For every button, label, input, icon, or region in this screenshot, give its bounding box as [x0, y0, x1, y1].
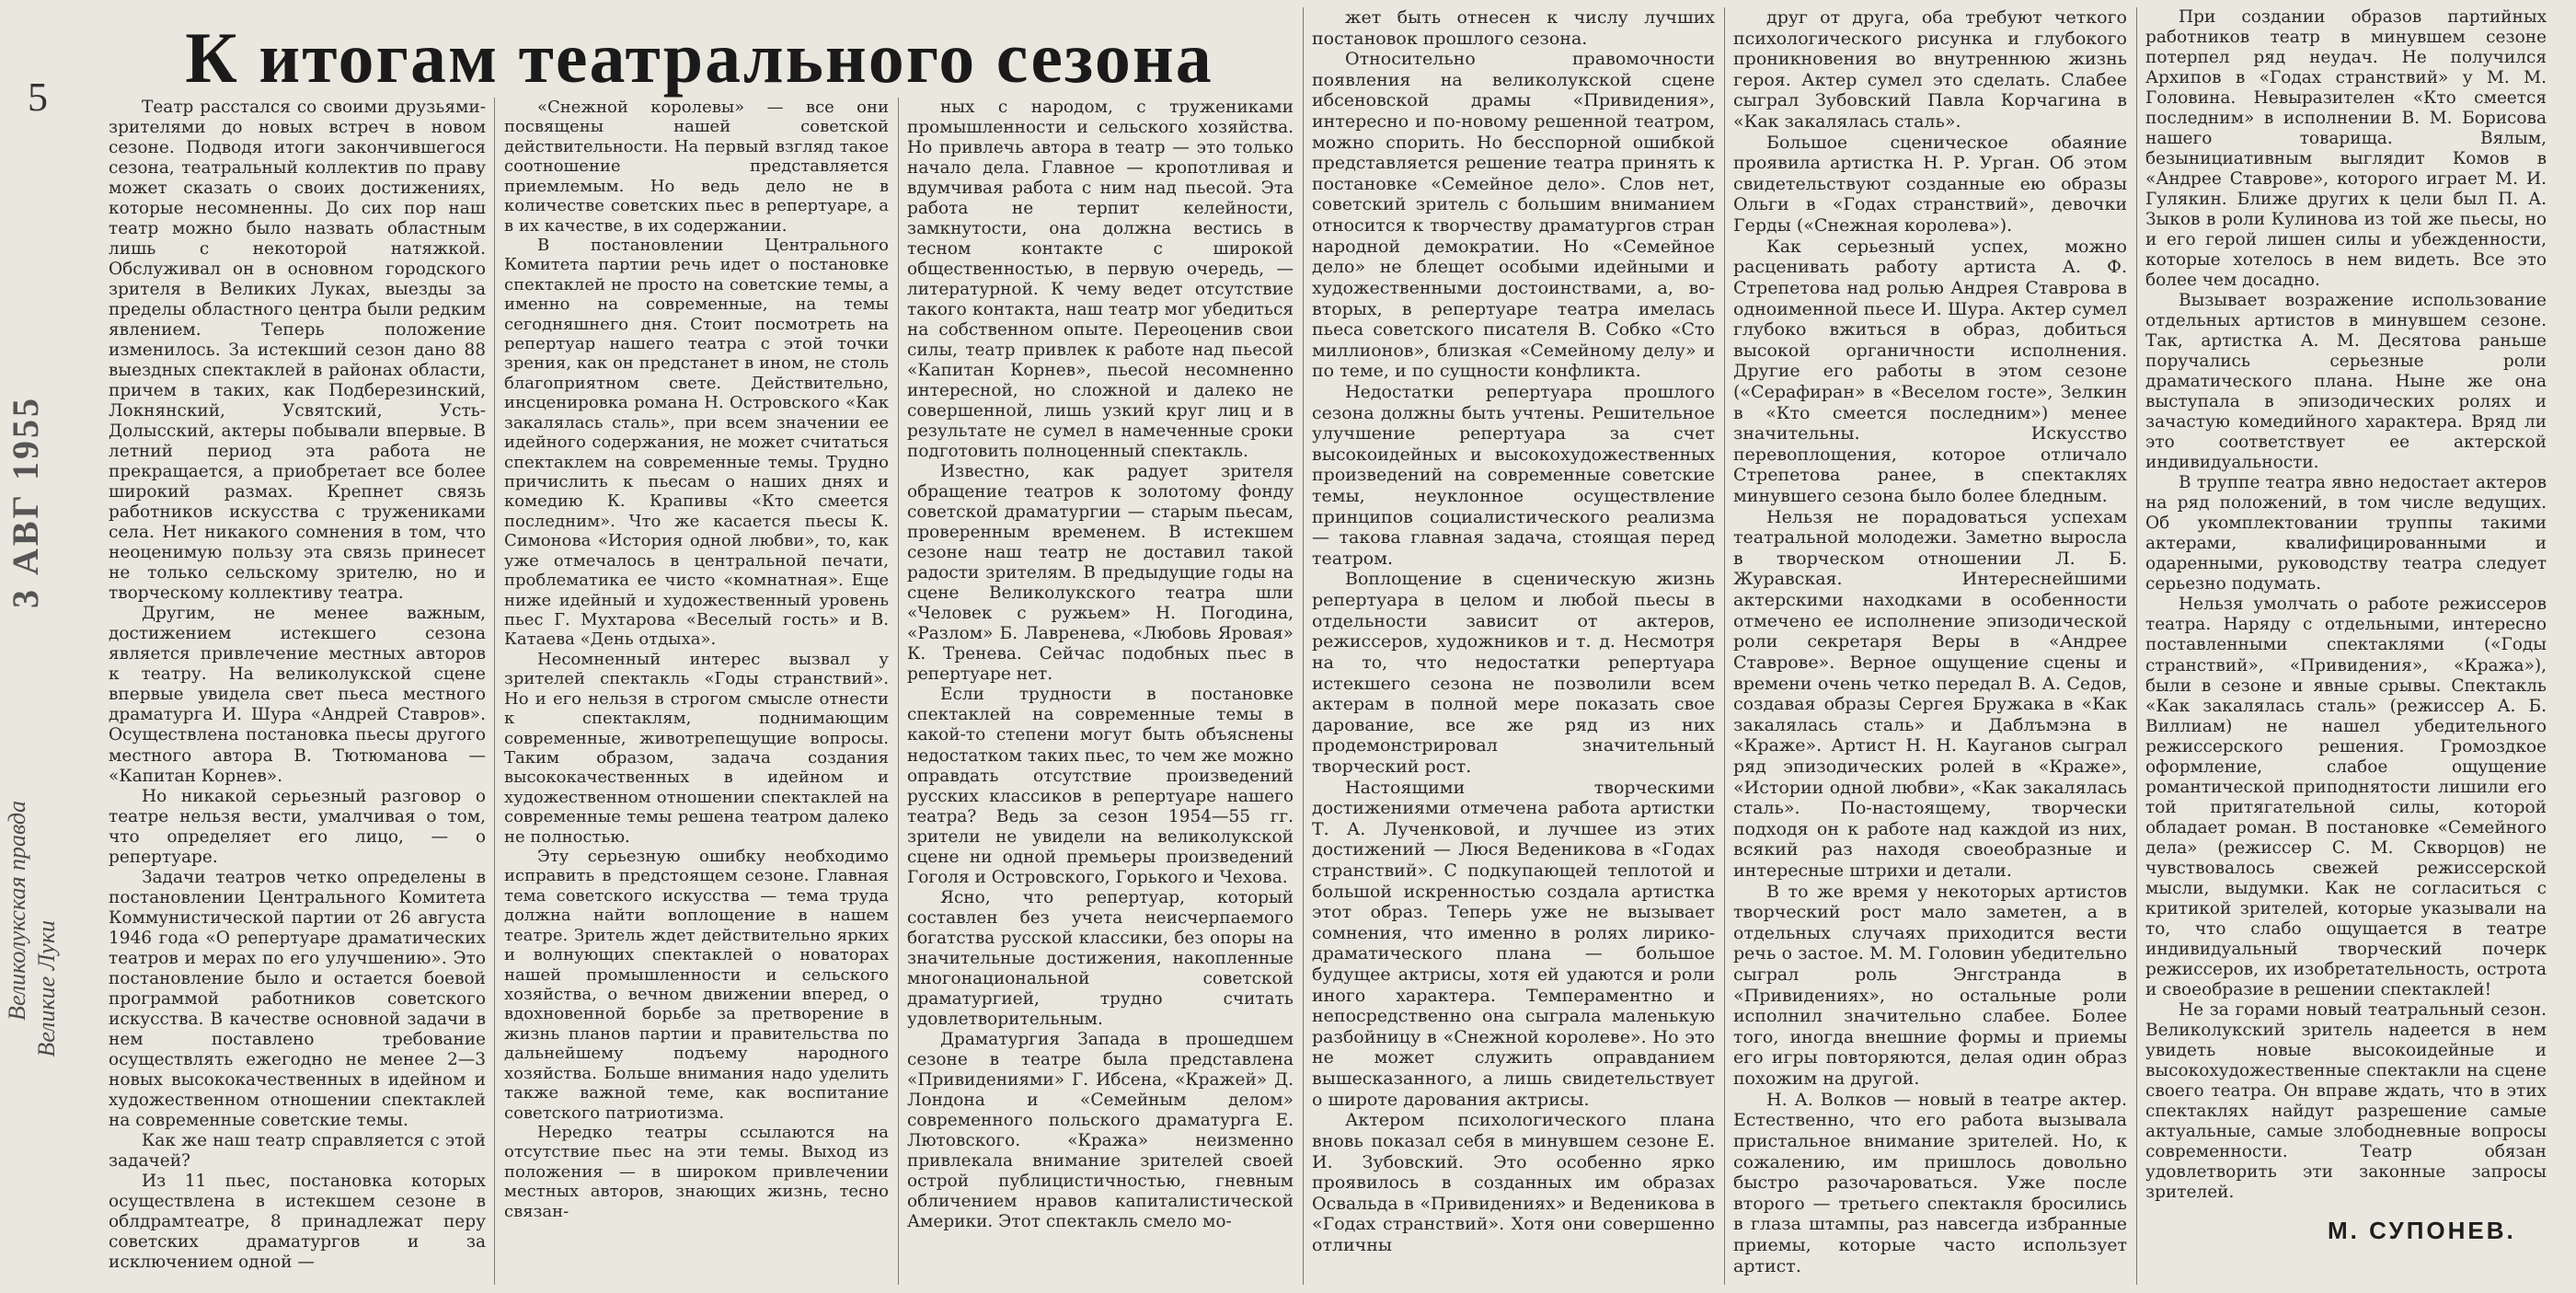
paragraph: жет быть отнесен к числу лучших постановок прошлого сезона.: [1312, 7, 1715, 49]
column-divider: [1303, 7, 1304, 1285]
author-signature: М. СУПОНЕВ.: [2328, 1217, 2516, 1244]
source-handwritten-note: Великие Луки: [33, 920, 60, 1057]
paragraph: В то же время у некоторых артистов творческий рост мало заметен, а в отдельных случаях приходится вести речь о застое. М. М. Головин убедительно сыграл роль Энгстранда в «Привидениях», но остальные роли исполнил значительно слабее. Более того, иногда внешние формы и приемы его игры повторяются, делая один образ похожим на другой.: [1733, 881, 2127, 1090]
paragraph: Актером психологического плана вновь показал себя в минувшем сезоне Е. И. Зубовский. Это особенно ярко проявилось в созданных им образах Освальда в «Привидениях» и Веденикова в «Годах странствий». Хотя они совершенно отличны: [1312, 1110, 1715, 1255]
page-number-mark: 5: [28, 75, 48, 120]
paragraph: ных с народом, с тружениками промышленности и сельского хозяйства. Но привлечь автора в театр — это только начало дела. Главное — кропотливая и вдумчивая работа с ним над пьесой. Эта работа не терпит келейности, замкнутости, она должна вестись в тесном контакте с широкой общественностью, в первую очередь, — литературной. К чему ведет отсутствие такого контакта, наш театр мог убедиться на собственном опыте. Переоценив свои силы, театр привлек к работе над пьесой «Капитан Корнев», пьесой несомненно интересной, но сложной и далеко не совершенной, лишь узкий круг лиц и в результате не сумел в намеченные сроки подготовить полноценный спектакль.: [907, 98, 1294, 462]
paragraph: Нельзя умолчать о работе режиссеров театра. Наряду с отдельными, интересно поставленными спектаклями («Годы странствий», «Привидения», «Кража»), были в сезоне и явные срывы. Спектакль «Как закалялась сталь» (режиссер А. Б. Виллиам) не нашел убедительного режиссерского решения. Громоздкое оформление, слабое ощущение романтической приподнятости лишили его той притягательной силы, которой обладает роман. В постановке «Семейного дела» (режиссер С. М. Скворцов) не чувствовалось свежей режиссерской мысли, выдумки. Как не согласиться с критикой зрителей, которые указывали на то, что слабо ощущается в театре индивидуальный творческий почерк режиссеров, их изобретательность, острота и своеобразие в решении спектаклей!: [2145, 595, 2547, 999]
paragraph: Театр расстался со своими друзьями-зрителями до новых встреч в новом сезоне. Подводя итоги закончившегося сезона, театральный коллектив по праву может сказать о своих достижениях, которые несомненны. До сих пор наш театр можно было назвать областным лишь с некоторой натяжкой. Обслуживал он в основном городского зрителя в Великих Луках, выезды за пределы областного центра были редким явлением. Теперь положение изменилось. За истекший сезон дано 88 выездных спектаклей в районах области, причем в таких, как Подберезинский, Локнянский, Усвятский, Усть-Долысский, актеры побывали впервые. В летний период эта работа не прекращается, а приобретает все более широкий размах. Крепнет связь работников искусства с тружениками села. Нет никакого сомнения в том, что неоценимую пользу эта связь принесет не только сельскому зрителю, но и творческому коллективу театра.: [109, 98, 486, 604]
column-divider: [1724, 7, 1725, 1285]
source-note: Великолукская правда: [4, 801, 30, 1021]
paragraph: Другим, не менее важным, достижением истекшего сезона является привлечение местных авторов к театру. На великолукской сцене впервые увидела свет пьеса местного драматурга И. Шура «Андрей Ставров». Осуществлена постановка пьесы другого местного автора В. Тютюманова — «Капитан Корнев».: [109, 604, 486, 786]
paragraph: Н. А. Волков — новый в театре актер. Естественно, что его работа вызывала пристальное внимание зрителей. Но, к сожалению, им пришлось довольно быстро разочароваться. Уже после второго — третьего спектакля бросились в глаза штампы, раз навсегда избранные приемы, которые часто использует артист.: [1733, 1089, 2127, 1276]
paragraph: Воплощение в сценическую жизнь репертуара в целом и любой пьесы в отдельности зависит от актеров, режиссеров, художников и т. д. Несмотря на то, что недостатки репертуара истекшего сезона не позволили всем актерам в полной мере показать свое дарование, все же ряд из них продемонстрировал значительный творческий рост.: [1312, 569, 1715, 777]
column-3: [907, 98, 1294, 1285]
article-title: К итогам театрального сезона: [185, 17, 1213, 98]
paragraph: При создании образов партийных работников театр в минувшем сезоне потерпел ряд неудач. Не получился Архипов в «Годах странствий» у М. М. Головина. Невыразителен «Кто смеется последним» в исполнении В. М. Борисова нашего товарища. Вялым, безынициативным выглядит Комов в «Андрее Ставрове», которого играет М. И. Гулякин. Ближе других к цели был П. А. Зыков в роли Кулинова из той же пьесы, но и его герой лишен силы и убежденности, которые хотелось в нем видеть. Все это более чем досадно.: [2145, 7, 2547, 291]
paragraph: Но никакой серьезный разговор о театре нельзя вести, умалчивая о том, что определяет его лицо, — о репертуаре.: [109, 786, 486, 867]
paragraph: Как серьезный успех, можно расценивать работу артиста А. Ф. Стрепетова над ролью Андрея Ставрова в одноименной пьесе И. Шура. Актер сумел глубоко вжиться в образ, добиться высокой органичности исполнения. Другие его работы в этом сезоне («Серафиран» в «Веселом госте», Зелкин в «Кто смеется последним») менее значительны. Искусство перевоплощения, которое отличало Стрепетова ранее, в спектаклях минувшего сезона было более бледным.: [1733, 236, 2127, 507]
paragraph: Если трудности в постановке спектаклей на современные темы в какой-то степени могут быть объяснены недостатком таких пьес, то чем же можно оправдать отсутствие произведений русских классиков в репертуаре нашего театра? Ведь за сезон 1954—55 гг. зрители не увидели на великолукской сцене ни одной премьеры произведений Гоголя и Островского, Горького и Чехова.: [907, 685, 1294, 887]
paragraph: «Снежной королевы» — все они посвящены нашей советской действительности. На первый взгляд такое соотношение представляется приемлемым. Но ведь дело не в количестве советских пьес в репертуаре, а в их качестве, в их содержании.: [504, 98, 889, 236]
paragraph: Относительно правомочности появления на великолукской сцене ибсеновской драмы «Привидения», интересно и по-новому решенной театром, можно спорить. Но бесспорной ошибкой представляется решение театра принять к постановке «Семейное дело». Слов нет, советский зритель с большим вниманием относится к творчеству драматургов стран народной демократии. Но «Семейное дело» не блещет особыми идейными и художественными достоинствами, а, во-вторых, в репертуаре театра имелась пьеса советского писателя В. Собко «Сто миллионов», близкая «Семейному делу» и по теме, и по сущности конфликта.: [1312, 49, 1715, 382]
paragraph: Несомненный интерес вызвал у зрителей спектакль «Годы странствий». Но и его нельзя в строгом смысле отнести к спектаклям, поднимающим современные, животрепещущие вопросы. Таким образом, задача создания высококачественных в идейном и художественном отношении спектаклей на современные темы решена театром далеко не полностью.: [504, 649, 889, 847]
paragraph: Из 11 пьес, постановка которых осуществлена в истекшем сезоне в облдрамтеатре, 8 принадлежат перу советских драматургов и за исключением одной —: [109, 1171, 486, 1272]
paragraph: Не за горами новый театральный сезон. Великолукский зритель надеется в нем увидеть новые высокоидейные и высокохудожественные спектакли на сцене своего театра. Он вправе ждать, что в этих спектаклях найдут разрешение самые актуальные, самые злободневные вопросы современности. Театр обязан удовлетворить эти законные запросы зрителей.: [2145, 999, 2547, 1202]
paragraph: Известно, как радует зрителя обращение театров к золотому фонду советской драматургии — старым пьесам, проверенным временем. В истекшем сезоне наш театр не доставил такой радости зрителям. В предыдущие годы на сцене Великолукского театра шли «Человек с ружьем» Н. Погодина, «Разлом» Б. Лавренева, «Любовь Яровая» К. Тренева. Сейчас подобных пьес в репертуаре нет.: [907, 462, 1294, 685]
paragraph: Большое сценическое обаяние проявила артистка Н. Р. Урган. Об этом свидетельствуют созданные ею образы Ольги в «Годах странствий», девочки Герды («Снежная королева»).: [1733, 132, 2127, 237]
paragraph: Драматургия Запада в прошедшем сезоне в театре была представлена «Привидениями» Г. Ибсена, «Кражей» Д. Лондона и «Семейным делом» современного польского драматурга Е. Лютовского. «Кража» неизменно привлекала внимание зрителей своей острой публицистичностью, гневным обличением нравов капиталистической Америки. Этот спектакль смело мо-: [907, 1029, 1294, 1231]
paragraph: Ясно, что репертуар, который составлен без учета неисчерпаемого богатства русской классики, без опоры на значительные достижения, накопленные многонациональной советской драматургией, трудно считать удовлетворительным.: [907, 887, 1294, 1029]
column-1: [109, 98, 486, 1285]
paragraph: Настоящими творческими достижениями отмечена работа артистки Т. А. Лученковой, и лучшее из этих достижений — Люся Веденикова в «Годах странствий». С подкупающей теплотой и большой искренностью создала артистка этот образ. Теперь уже не вызывает сомнения, что именно в ролях лирико-драматического плана — большое будущее актрисы, хотя ей удаются и роли иного характера. Темпераментно и непосредственно она сыграла маленькую разбойницу в «Снежной королеве». Но это не может служить оправданием вышесказанного, а лишь свидетельствует о широте дарования актрисы.: [1312, 777, 1715, 1110]
paragraph: Задачи театров четко определены в постановлении Центрального Комитета Коммунистической партии от 26 августа 1946 года «О репертуаре драматических театров и мерах по его улучшению». Это постановление было и остается боевой программой работников советского искусства. В качестве основной задачи в нем поставлено требование осуществлять ежегодно не менее 2—3 новых высококачественных в идейном и художественном отношении спектаклей на современные советские темы.: [109, 867, 486, 1130]
paragraph: Как же наш театр справляется с этой задачей?: [109, 1130, 486, 1171]
column-6: [2145, 7, 2547, 1209]
paragraph: В труппе театра явно недостает актеров на ряд положений, в том числе ведущих. Об укомплектовании труппы такими актерами, квалифицированными и одаренными, руководству театра следует серьезно подумать.: [2145, 473, 2547, 595]
paragraph: Нельзя не порадоваться успехам театральной молодежи. Заметно выросла в творческом отношении Л. Б. Журавская. Интереснейшими актерскими находками в особенности отмечено ее исполнение эпизодической роли секретаря Веры в «Андрее Ставрове». Верное ощущение сцены и времени очень четко передал В. А. Седов, создавая образы Сергея Бружака в «Как закалялась сталь» и Даблъмэна в «Краже». Артист Н. Н. Кауганов сыграл ряд эпизодических ролей в «Краже», «Истории одной любви», «Как закалялась сталь». По-настоящему, творчески подходя он к работе над каждой из них, всякий раз находя своеобразные и интересные штрихи и детали.: [1733, 506, 2127, 881]
paragraph: В постановлении Центрального Комитета партии речь идет о постановке спектаклей не просто на советские темы, а именно на современные, на темы сегодняшнего дня. Стоит посмотреть на репертуар нашего театра с этой точки зрения, как он предстанет в ином, не столь благоприятном свете. Действительно, инсценировка романа Н. Островского «Как закалялась сталь», при всем значении ее идейного содержания, не может считаться спектаклем на современные темы. Трудно причислить к пьесам о наших днях и комедию К. Крапивы «Кто смеется последним». Что же касается пьесы К. Симонова «История одной любви», то, как уже отмечалось в центральной печати, проблематика ее чисто «комнатная». Еще ниже идейный и художественный уровень пьес Г. Мухтарова «Веселый гость» и В. Катаева «День отдыха».: [504, 235, 889, 650]
paragraph: Нередко театры ссылаются на отсутствие пьес на эти темы. Выход из положения — в широком привлечении местных авторов, знающих жизнь, тесно связан-: [504, 1122, 889, 1221]
column-4: [1312, 7, 1715, 1285]
paragraph: Эту серьезную ошибку необходимо исправить в предстоящем сезоне. Главная тема советского искусства — тема труда должна найти воплощение в нашем театре. Зритель ждет действительно ярких и волнующих спектаклей о новаторах нашей промышленности и сельского хозяйства, о вечном движении вперед, о вдохновенной борьбе за претворение в жизнь планов партии и правительства по дальнейшему подъему народного хозяйства. Больше внимания надо уделить также важной теме, как воспитание советского патриотизма.: [504, 847, 889, 1123]
column-divider: [494, 98, 495, 1285]
paragraph: Вызывает возражение использование отдельных артистов в минувшем сезоне. Так, артистка А. М. Десятова раньше поручались серьезные роли драматического плана. Ныне же она выступала в эпизодических ролях и зачастую комедийного характера. Вряд ли это соответствует ее актерской индивидуальности.: [2145, 291, 2547, 473]
paragraph: друг от друга, оба требуют четкого психологического рисунка и глубокого проникновения во внутреннюю жизнь героя. Актер сумел это сделать. Слабее сыграл Зубовский Павла Корчагина в «Как закалялась сталь».: [1733, 7, 2127, 133]
column-divider: [898, 98, 899, 1285]
paragraph: Недостатки репертуара прошлого сезона должны быть учтены. Решительное улучшение репертуара за счет высокоидейных и высокохудожественных произведений на современные советские темы, неуклонное осуществление принципов социалистического реализма — такова главная задача, стоящая перед театром.: [1312, 381, 1715, 569]
column-divider: [2136, 7, 2137, 1285]
column-5: [1733, 7, 2127, 1285]
date-stamp: 3 АВГ 1955: [5, 396, 46, 609]
column-2: [504, 98, 889, 1285]
